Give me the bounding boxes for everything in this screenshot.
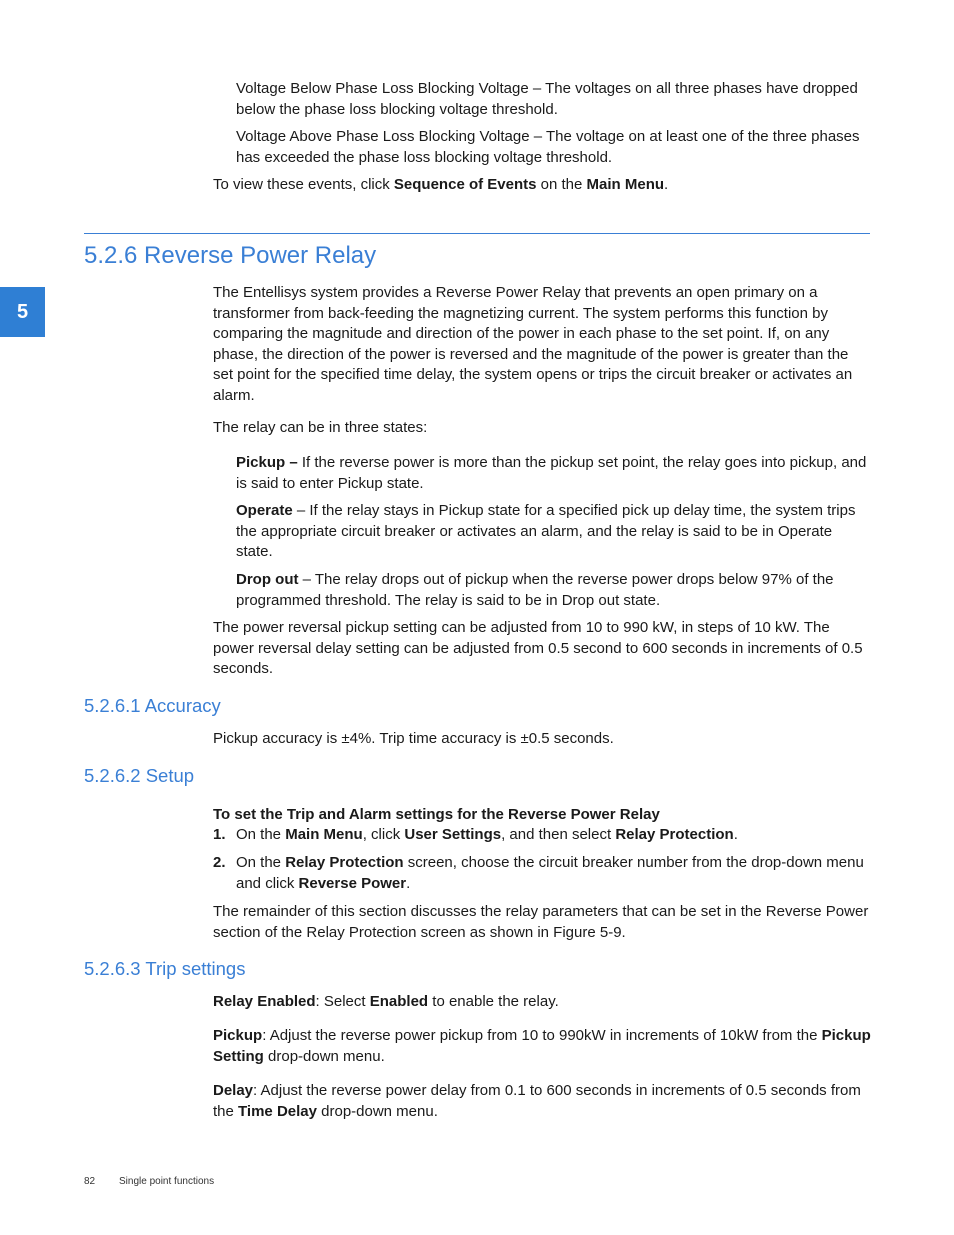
section-title: 5.2.6 Reverse Power Relay [84,242,377,269]
view-events-text: To view these events, click Sequence of Events on the Main Menu. [213,176,669,193]
step-number: 2. [213,854,226,871]
accuracy-text: Pickup accuracy is ±4%. Trip time accuracy is ±0.5 seconds. [213,730,614,747]
step-2: 2. On the Relay Protection screen, choose the circuit breaker number from the drop-down menu and click Reverse Power. [213,854,864,892]
settings-range-paragraph: The power reversal pickup setting can be adjusted from 10 to 990 kW, in steps of 10 kW. The power reversal delay setting can be adjusted from 0.5 second to 600 seconds in increments of 0.5 seconds. [213,619,863,677]
state-pickup: Pickup – If the reverse power is more than the pickup set point, the relay goes into pickup, and is said to enter Pickup state. [236,454,867,492]
page-number: 82 [84,1176,96,1187]
state-operate: Operate – If the relay stays in Pickup state for a specified pick up delay time, the system trips the appropriate circuit breaker or activates an alarm, and the relay is said to be in Operate state. [236,502,856,560]
step-1: 1. On the Main Menu, click User Settings, and then select Relay Protection. [236,825,872,846]
delay-setting: Delay: Adjust the reverse power delay from 0.1 to 600 seconds in increments of 0.5 seconds from the Time Delay drop-down menu. [213,1082,861,1120]
intro-list-item: Voltage Below Phase Loss Blocking Voltage – The voltages on all three phases have dropped below the phase loss blocking voltage threshold. [236,80,858,118]
states-intro: The relay can be in three states: [213,419,428,436]
intro-list-item: Voltage Above Phase Loss Blocking Voltage – The voltage on at least one of the three phases has exceeded the phase loss blocking voltage threshold. [236,128,860,166]
state-dropout: Drop out – The relay drops out of pickup when the reverse power drops below 97% of the programmed threshold. The relay is said to be in Drop out state. [236,571,834,609]
step-number: 1. [213,826,226,843]
procedure-title: To set the Trip and Alarm settings for the Reverse Power Relay [213,806,660,823]
accuracy-heading: 5.2.6.1 Accuracy [84,695,221,716]
setup-heading: 5.2.6.2 Setup [84,765,195,786]
relay-enabled-setting: Relay Enabled: Select Enabled to enable the relay. [213,993,559,1010]
section-divider [84,233,870,234]
footer-label: Single point functions [119,1176,215,1187]
remainder-paragraph: The remainder of this section discusses the relay parameters that can be set in the Reverse Power section of the Relay Protection screen as shown in Figure 5-9. [213,903,869,941]
pickup-setting: Pickup: Adjust the reverse power pickup from 10 to 990kW in increments of 10kW from the Pickup Setting drop-down menu. [213,1027,871,1065]
trip-settings-heading: 5.2.6.3 Trip settings [84,958,246,979]
chapter-tab: 5 [0,287,45,337]
overview-paragraph: The Entellisys system provides a Reverse Power Relay that prevents an open primary on a transformer from back-feeding the magnetizing current. The system performs this function by comparing the magnitude and direction of the power in each phase to the set point. If, on any phase, the direction of the power is reversed and the magnitude of the power is greater than the set point for the specified time delay, the system opens or trips the circuit breaker or activates an alarm. [213,284,853,404]
